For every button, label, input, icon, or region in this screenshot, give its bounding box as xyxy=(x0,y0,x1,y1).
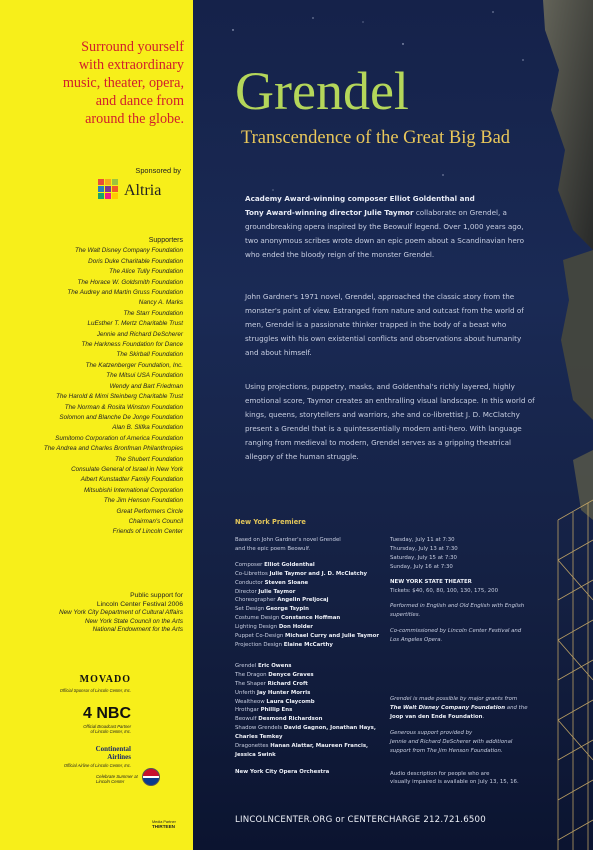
credit-row-person: Constance Hoffman xyxy=(281,615,341,622)
credit-row xyxy=(235,588,415,597)
venue-name: NEW YORK STATE THEATER xyxy=(390,578,472,585)
footer-contact xyxy=(235,815,486,825)
supporter-item: Solomon and Blanche De Jonge Foundation xyxy=(59,413,183,421)
supporter-item: The Andrea and Charles Bronfman Philanthropies xyxy=(43,445,183,453)
cast-row xyxy=(235,662,415,671)
cast-row-person: Eric Owens xyxy=(257,662,292,669)
supporter-item: The Starr Foundation xyxy=(123,309,183,317)
supporter-item: Albert Kunstadter Family Foundation xyxy=(80,476,183,484)
performance-date: Thursday, July 13 at 7:30 xyxy=(390,545,458,552)
support-note: Generous support provided by xyxy=(390,729,473,736)
credit-row xyxy=(235,605,415,614)
credit-row-role: Composer xyxy=(235,561,265,568)
supporter-item: The Harkness Foundation for Dance xyxy=(81,341,183,349)
continental-note: Official Airline of Lincoln Center, Inc. xyxy=(63,763,131,768)
cast-row-role: Dragonettes xyxy=(235,743,271,750)
cast-row-person: Charles Temkey xyxy=(235,734,283,741)
grant-funder: Joop van den Ende Foundation xyxy=(390,713,483,720)
ticket-prices: Tickets: $40, 60, 80, 100, 130, 175, 200 xyxy=(390,587,499,594)
continental-word: Airlines xyxy=(107,753,131,761)
audio-description-note: Audio description for people who are xyxy=(390,770,490,777)
supporter-item: The Mitsui USA Foundation xyxy=(106,372,183,380)
altria-mosaic-icon xyxy=(98,179,118,199)
nbc-logo: 4 NBC xyxy=(82,705,131,722)
support-note: Jennie and Richard DeScherer with additional xyxy=(390,738,513,745)
cast-row-role: Shadow Grendels xyxy=(235,725,284,732)
cast-row-role: Grendel xyxy=(235,662,258,669)
media-partner-name: THIRTEEN xyxy=(152,823,175,829)
credit-row-role: Set Design xyxy=(235,606,266,613)
cast-row-role: Unferth xyxy=(235,689,258,696)
supporter-item: Jennie and Richard DeScherer xyxy=(96,330,183,338)
cast-row-person: Denyce Graves xyxy=(268,671,314,678)
supporter-item: Wendy and Bart Friedman xyxy=(109,382,183,390)
supporter-item: The Walt Disney Company Foundation xyxy=(74,247,183,255)
supporter-item: The Norman & Rosita Winston Foundation xyxy=(64,403,183,411)
credit-row xyxy=(235,596,415,605)
credit-row xyxy=(235,561,415,570)
supporters-header: Supporters xyxy=(148,237,183,244)
public-support-item: New York City Department of Cultural Affairs xyxy=(59,609,183,617)
website-link[interactable]: LINCOLNCENTER.ORG xyxy=(235,815,333,825)
language-note: Performed in English and Old English with English xyxy=(390,603,525,610)
credit-row-role: Puppet Co-Design xyxy=(235,633,285,640)
credit-row-person: Elaine McCarthy xyxy=(283,641,333,648)
performance-date: Saturday, July 15 at 7:30 xyxy=(390,554,457,561)
supporters-list xyxy=(5,236,183,538)
cast-row xyxy=(235,751,415,760)
cast-row-person: Phillip Ens xyxy=(260,707,293,714)
language-note: supertitles. xyxy=(390,612,421,619)
altria-wordmark: Altria xyxy=(124,182,162,199)
credits-column xyxy=(235,536,415,777)
credit-row xyxy=(235,579,415,588)
pepsi-globe-icon xyxy=(142,768,160,786)
public-support-header: Public support for xyxy=(130,592,183,599)
commission-note: Los Angeles Opera. xyxy=(390,637,443,644)
credit-row-person: Elliot Goldenthal xyxy=(264,561,315,568)
credit-row-person: Julie Taymor xyxy=(258,588,296,595)
credit-row-role: Costume Design xyxy=(235,615,282,622)
credit-row-role: Co-Librettos xyxy=(235,570,270,577)
cast-row-person: Jessica Swink xyxy=(235,751,276,758)
credit-row-role: Lighting Design xyxy=(235,624,279,631)
grant-joiner: and the xyxy=(505,704,528,711)
tagline xyxy=(14,38,184,128)
public-support-header: Lincoln Center Festival 2006 xyxy=(96,600,183,608)
premiere-heading: New York Premiere xyxy=(235,518,306,526)
performance-date: Sunday, July 16 at 7:30 xyxy=(390,563,453,570)
cast-row xyxy=(235,715,415,724)
supporter-item: Nancy A. Marks xyxy=(138,299,183,307)
sponsor-sidebar xyxy=(0,0,193,850)
credit-row-role: Director xyxy=(235,588,259,595)
supporter-item: Chairman's Council xyxy=(128,517,183,525)
credit-row-person: Don Holder xyxy=(278,624,313,631)
credit-row xyxy=(235,570,415,579)
credit-row xyxy=(235,632,415,641)
cast-row xyxy=(235,680,415,689)
intro-bold-2: Tony Award-winning director Julie Taymor xyxy=(245,208,414,217)
phone-link[interactable]: CENTERCHARGE 212.721.6500 xyxy=(347,815,486,825)
tagline-line: around the globe. xyxy=(85,111,184,127)
media-partner xyxy=(152,820,176,830)
celebrate-note xyxy=(96,774,138,785)
cast-row-person: Hanan Alattar, Maureen Francis, xyxy=(270,743,369,750)
supporter-item: The Harold & Mimi Steinberg Charitable Trust xyxy=(56,393,183,401)
supporter-item: LuEsther T. Mertz Charitable Trust xyxy=(87,320,183,328)
intro-paragraph xyxy=(245,192,535,262)
cast-row-role: Wealtheow xyxy=(235,698,267,705)
staging-paragraph: Using projections, puppetry, masks, and Goldenthal's richly layered, highly emotional score, Taymor creates an enthralling visual landscape. In this world of kings, queens, storytellers and warriors, she and co-librettist J. D. McClatchy present a Grendel that is a quintessentially modern anti-hero. With language ranging from medieval to modern, Grendel serves as a gripping theatrical allegory of the human struggle. xyxy=(245,382,535,461)
cast-row xyxy=(235,724,415,733)
credit-row xyxy=(235,614,415,623)
cast-row xyxy=(235,742,415,751)
supporter-item: The Audrey and Martin Gruss Foundation xyxy=(67,289,183,297)
cast-row-role: Hrothgar xyxy=(235,707,261,714)
continental-logo xyxy=(96,745,131,761)
cast-row xyxy=(235,689,415,698)
tagline-line: music, theater, opera, xyxy=(62,75,184,91)
cast-row xyxy=(235,671,415,680)
orchestra-credit: New York City Opera Orchestra xyxy=(235,768,330,775)
cast-row xyxy=(235,733,415,742)
credit-row-role: Projection Design xyxy=(235,641,284,648)
cast-row-person: Laura Claycomb xyxy=(266,698,315,705)
cast-row xyxy=(235,706,415,715)
grant-funder: The Walt Disney Company Foundation xyxy=(390,704,506,711)
credits-intro-line: and the epic poem Beowulf. xyxy=(235,545,311,552)
nbc-note-line: Official Broadcast Partner xyxy=(83,724,131,729)
credit-row-person: Angelin Preljocaj xyxy=(277,597,329,604)
credit-row xyxy=(235,623,415,632)
audio-description-note: visually impaired is available on July 13, 15, 16. xyxy=(390,779,519,786)
sponsored-by-label: Sponsored by xyxy=(135,166,181,175)
supporter-item: The Horace W. Goldsmith Foundation xyxy=(77,278,183,286)
supporter-item: Friends of Lincoln Center xyxy=(112,528,183,536)
credit-row-role: Choreographer xyxy=(235,597,278,604)
commission-note: Co-commissioned by Lincoln Center Festival and xyxy=(390,628,522,635)
celebrate-line: Celebrate Summer at xyxy=(96,774,138,779)
credit-row-person: George Tsypin xyxy=(265,606,309,613)
nbc-note-line: of Lincoln Center, Inc. xyxy=(90,729,131,734)
cast-row-person: David Gagnon, Jonathan Hays, xyxy=(283,725,376,732)
supporter-item: The Katzenberger Foundation, Inc. xyxy=(85,361,183,369)
footer-joiner: or xyxy=(332,815,348,825)
credit-row-person: Julie Taymor and J. D. McClatchy xyxy=(269,570,368,577)
celebrate-line: Lincoln Center xyxy=(96,779,125,785)
intro-bold-1: Academy Award-winning composer Elliot Goldenthal and xyxy=(245,194,475,203)
page-subtitle: Transcendence of the Great Big Bad xyxy=(241,128,511,148)
performance-date: Tuesday, July 11 at 7:30 xyxy=(390,537,455,543)
credit-row-role: Conductor xyxy=(235,579,265,586)
credits-intro-line: Based on John Gardner's novel Grendel xyxy=(235,537,341,543)
cast-row-role: Beowulf xyxy=(235,716,259,723)
novel-paragraph: John Gardner's 1971 novel, Grendel, approached the classic story from the monster's point of view. Estranged from nature and outcast from the world of men, Grendel is a passionate thinker trapped in the body of a beast who struggles with his own existential conflicts and observations about humanity and about himself. xyxy=(245,292,524,357)
supporter-item: The Jim Henson Foundation xyxy=(103,497,183,505)
intro-text: collaborate on Grendel, a groundbreaking opera inspired by the Beowulf legend. Over 1,000 years ago, two anonymous scribes wrote down an epic poem about a Scandinavian hero who ended the bloody reign of the monster Grendel. xyxy=(245,208,524,259)
tagline-line: and dance from xyxy=(95,93,184,109)
support-note: support from The Jim Henson Foundation. xyxy=(390,747,503,754)
cast-row-person: Richard Croft xyxy=(267,680,308,687)
movado-logo: MOVADO xyxy=(79,674,131,685)
credit-row-person: Steven Sloane xyxy=(264,579,309,586)
public-support-item: New York State Council on the Arts xyxy=(84,617,183,625)
nbc-note xyxy=(83,724,131,734)
supporter-item: The Shubert Foundation xyxy=(115,455,183,463)
cast-row-role: The Dragon xyxy=(235,671,269,678)
supporter-item: Mitsubishi International Corporation xyxy=(83,486,183,494)
media-partner-label: Media Partner xyxy=(152,820,176,824)
movado-note: Official Sponsor of Lincoln Center, Inc. xyxy=(59,688,131,693)
main-panel xyxy=(193,0,593,850)
cast-row-role: The Shaper xyxy=(235,680,268,687)
continental-word: Continental xyxy=(95,745,131,753)
supporter-item: Doris Duke Charitable Foundation xyxy=(88,257,183,265)
supporter-item: Sumitomo Corporation of America Foundation xyxy=(55,434,183,442)
supporter-item: Alan B. Slifka Foundation xyxy=(112,424,183,432)
cast-row-person: Desmond Richardson xyxy=(258,716,323,723)
cast-row xyxy=(235,698,415,707)
performance-info: Tuesday, July 11 at 7:30 Thursday, July 13 at 7:30 Saturday, July 15 at 7:30 Sunday, July 16 at 7:30 NEW YORK STATE THEATER Tickets: $40, 60, 80, 100, 130, 175, 200 Performed in English and Old English with English supertitles. Co-commissioned by Lincoln Center Festival and Los Angeles Opera. Grendel is made possible by major grants from The Walt Disney Company Foundation and the Joop van den Ende Foundation. Generous support provided by Jennie and Richard DeScherer with additional support from The Jim Henson Foundation. Audio description for people who are visually impaired is available on July 13, 15, 16. xyxy=(390,536,550,787)
grant-note: Grendel is made possible by major grants from xyxy=(390,696,518,703)
credit-row-person: Michael Curry and Julie Taymor xyxy=(285,633,379,640)
supporter-item: The Alice Tully Foundation xyxy=(109,268,183,276)
cast-row-person: Jay Hunter Morris xyxy=(257,689,311,696)
tagline-line: with extraordinary xyxy=(78,57,184,73)
supporter-item: Consulate General of Israel in New York xyxy=(71,465,183,473)
supporter-item: The Skirball Foundation xyxy=(116,351,183,359)
tagline-line: Surround yourself xyxy=(81,39,184,55)
credit-row xyxy=(235,641,415,650)
supporter-item: Great Performers Circle xyxy=(116,507,183,515)
public-support-item: National Endowment for the Arts xyxy=(92,626,183,634)
page-title: Grendel xyxy=(235,61,409,121)
public-support xyxy=(5,592,183,635)
